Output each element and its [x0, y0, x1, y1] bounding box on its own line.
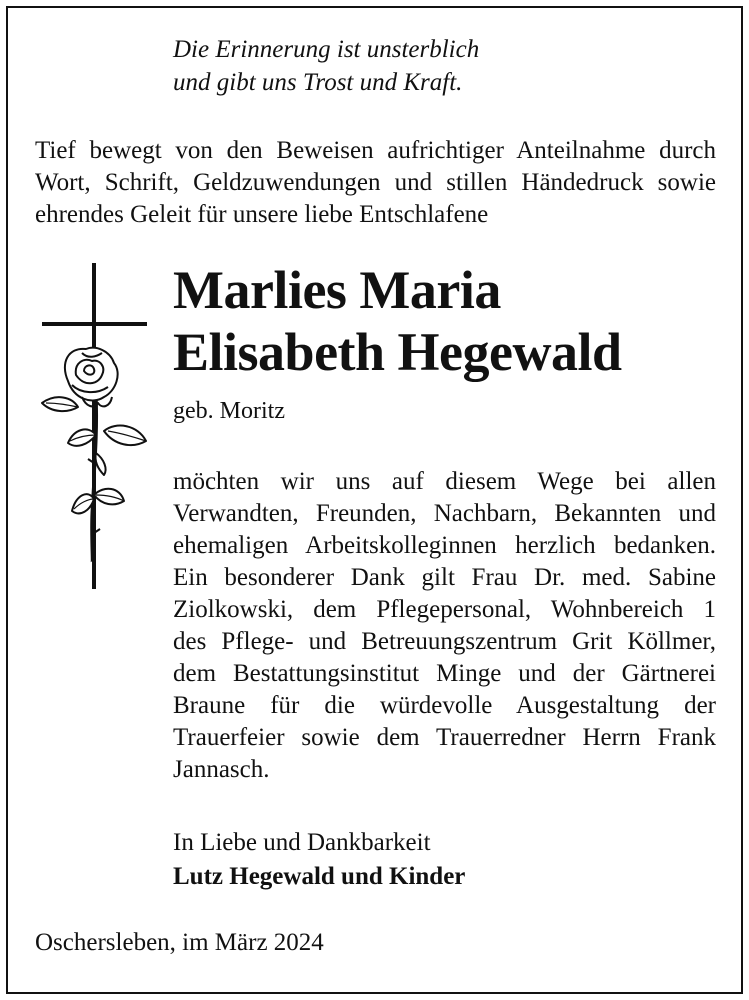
name-line-1: Marlies Maria	[173, 260, 501, 320]
intro-line: ehrendes Geleit für unsere liebe Entschlafene	[35, 201, 489, 228]
closing-phrase: In Liebe und Dankbarkeit	[173, 829, 431, 856]
thanks-line: Ein besonderer Dank gilt Frau Dr. med. Sabine	[173, 564, 716, 591]
place-date: Oschersleben, im März 2024	[35, 929, 324, 956]
thanks-line: möchten wir uns auf diesem Wege bei allen	[173, 468, 716, 495]
thanks-line: des Pflege- und Betreuungszentrum Grit Köllmer,	[173, 628, 716, 655]
thanks-line: Jannasch.	[173, 756, 270, 783]
motto	[173, 33, 479, 99]
cross-rose-emblem	[38, 263, 153, 593]
thanks-line: Trauerfeier sowie dem Trauerredner Herrn Frank	[173, 724, 716, 751]
thanks-line: Braune für die würdevolle Ausgestaltung der	[173, 692, 716, 719]
thanks-line: Verwandten, Freunden, Nachbarn, Bekannten und	[173, 500, 716, 527]
motto-line-2: und gibt uns Trost und Kraft.	[173, 69, 463, 96]
intro-line: Wort, Schrift, Geldzuwendungen und stillen Händedruck sowie	[35, 169, 716, 196]
thanks-line: ehemaligen Arbeitskolleginnen herzlich bedanken.	[173, 532, 716, 559]
thanks-line: dem Bestattungsinstitut Minge und der Gärtnerei	[173, 660, 716, 687]
name-line-2: Elisabeth Hegewald	[173, 322, 622, 382]
intro-line: Tief bewegt von den Beweisen aufrichtiger Anteilnahme durch	[35, 137, 716, 164]
thanks-line: Ziolkowski, dem Pflegepersonal, Wohnbereich 1	[173, 596, 716, 623]
thanks-paragraph	[173, 466, 716, 786]
deceased-name	[173, 259, 622, 383]
signature: Lutz Hegewald und Kinder	[173, 863, 466, 890]
intro-paragraph	[35, 135, 716, 231]
motto-line-1: Die Erinnerung ist unsterblich	[173, 36, 480, 63]
cross-icon	[42, 263, 147, 589]
birth-name: geb. Moritz	[173, 398, 285, 424]
